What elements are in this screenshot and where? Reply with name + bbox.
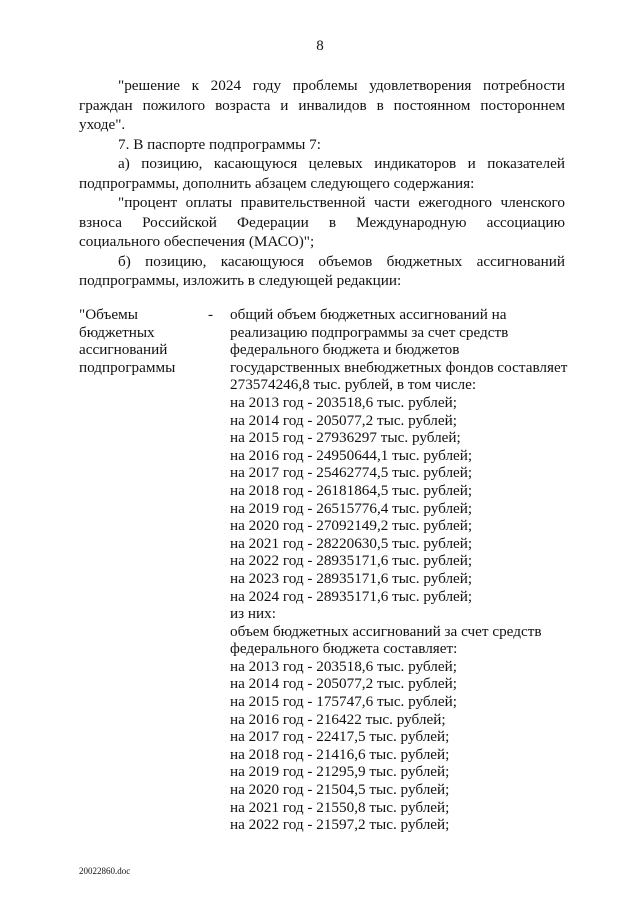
allocation-detail-line: на 2013 год - 203518,6 тыс. рублей; [230, 393, 457, 411]
allocation-detail-line: на 2021 год - 21550,8 тыс. рублей; [230, 798, 450, 816]
allocation-detail-line: на 2022 год - 21597,2 тыс. рублей; [230, 816, 450, 834]
file-name-footer: 20022860.doc [79, 866, 131, 876]
allocation-detail-line: на 2018 год - 21416,6 тыс. рублей; [230, 745, 450, 763]
allocation-label-line: "Объемы [79, 306, 138, 323]
allocation-detail-line: на 2017 год - 22417,5 тыс. рублей; [230, 728, 450, 746]
allocation-detail-line: на 2015 год - 27936297 тыс. рублей; [230, 429, 461, 447]
allocation-detail-line: на 2014 год - 205077,2 тыс. рублей; [230, 675, 457, 693]
allocation-detail-line: на 2019 год - 26515776,4 тыс. рублей; [230, 499, 473, 517]
allocation-label-line: подпрограммы [79, 358, 176, 376]
allocation-detail-line: на 2017 год - 25462774,5 тыс. рублей; [230, 464, 473, 482]
allocation-detail-line: на 2020 год - 21504,5 тыс. рублей; [230, 781, 450, 799]
allocation-detail-line: на 2013 год - 203518,6 тыс. рублей; [230, 657, 457, 675]
allocation-detail-line: 273574246,8 тыс. рублей, в том числе: [230, 376, 477, 394]
allocation-detail-line: на 2024 год - 28935171,6 тыс. рублей; [230, 587, 473, 605]
allocation-label-line: бюджетных [79, 323, 155, 341]
allocation-detail-line: на 2023 год - 28935171,6 тыс. рублей; [230, 569, 473, 587]
paragraph-item-b: б) позицию, касающуюся объемов бюджетных ассигнований подпрограммы, изложить в следующей редакции: [79, 252, 565, 289]
page-number: 8 [316, 38, 324, 54]
allocation-detail-line: федерального бюджета и бюджетов [230, 341, 460, 359]
allocation-detail-line: государственных внебюджетных фондов составляет [230, 358, 568, 376]
allocation-detail-line: на 2016 год - 24950644,1 тыс. рублей; [230, 446, 473, 464]
allocation-detail-line: на 2016 год - 216422 тыс. рублей; [230, 710, 446, 728]
allocation-detail-line: на 2018 год - 26181864,5 тыс. рублей; [230, 481, 473, 499]
allocation-detail-line: общий объем бюджетных ассигнований на [230, 306, 507, 323]
allocation-detail-line: объем бюджетных ассигнований за счет средств [230, 622, 542, 640]
allocation-dash: - [208, 306, 214, 323]
allocation-detail-line: на 2022 год - 28935171,6 тыс. рублей; [230, 552, 473, 570]
allocation-label-line: ассигнований [79, 341, 168, 359]
allocation-details [230, 306, 590, 834]
body-text [79, 76, 565, 291]
allocation-label [79, 306, 203, 376]
allocation-detail-line: на 2014 год - 205077,2 тыс. рублей; [230, 411, 457, 429]
allocation-detail-line: федерального бюджета составляет: [230, 640, 458, 658]
allocation-detail-line: из них: [230, 605, 276, 623]
allocation-detail-line: реализацию подпрограммы за счет средств [230, 323, 509, 341]
paragraph-quote-maso: "процент оплаты правительственной части ежегодного членского взноса Российской Федерации в Международную ассоциацию социального обеспечения (МАСО)"; [79, 194, 565, 250]
allocation-detail-line: на 2020 год - 27092149,2 тыс. рублей; [230, 517, 473, 535]
allocation-detail-line: на 2015 год - 175747,6 тыс. рублей; [230, 693, 457, 711]
allocation-detail-line: на 2021 год - 28220630,5 тыс. рублей; [230, 534, 473, 552]
paragraph-item-7: 7. В паспорте подпрограммы 7: [118, 135, 321, 153]
allocation-detail-line: на 2019 год - 21295,9 тыс. рублей; [230, 763, 450, 781]
paragraph-quote-continuation: "решение к 2024 году проблемы удовлетворения потребности граждан пожилого возраста и инвалидов в постоянном постороннем уходе". [79, 77, 565, 133]
paragraph-item-a: а) позицию, касающуюся целевых индикаторов и показателей подпрограммы, дополнить абзацем следующего содержания: [79, 155, 565, 192]
